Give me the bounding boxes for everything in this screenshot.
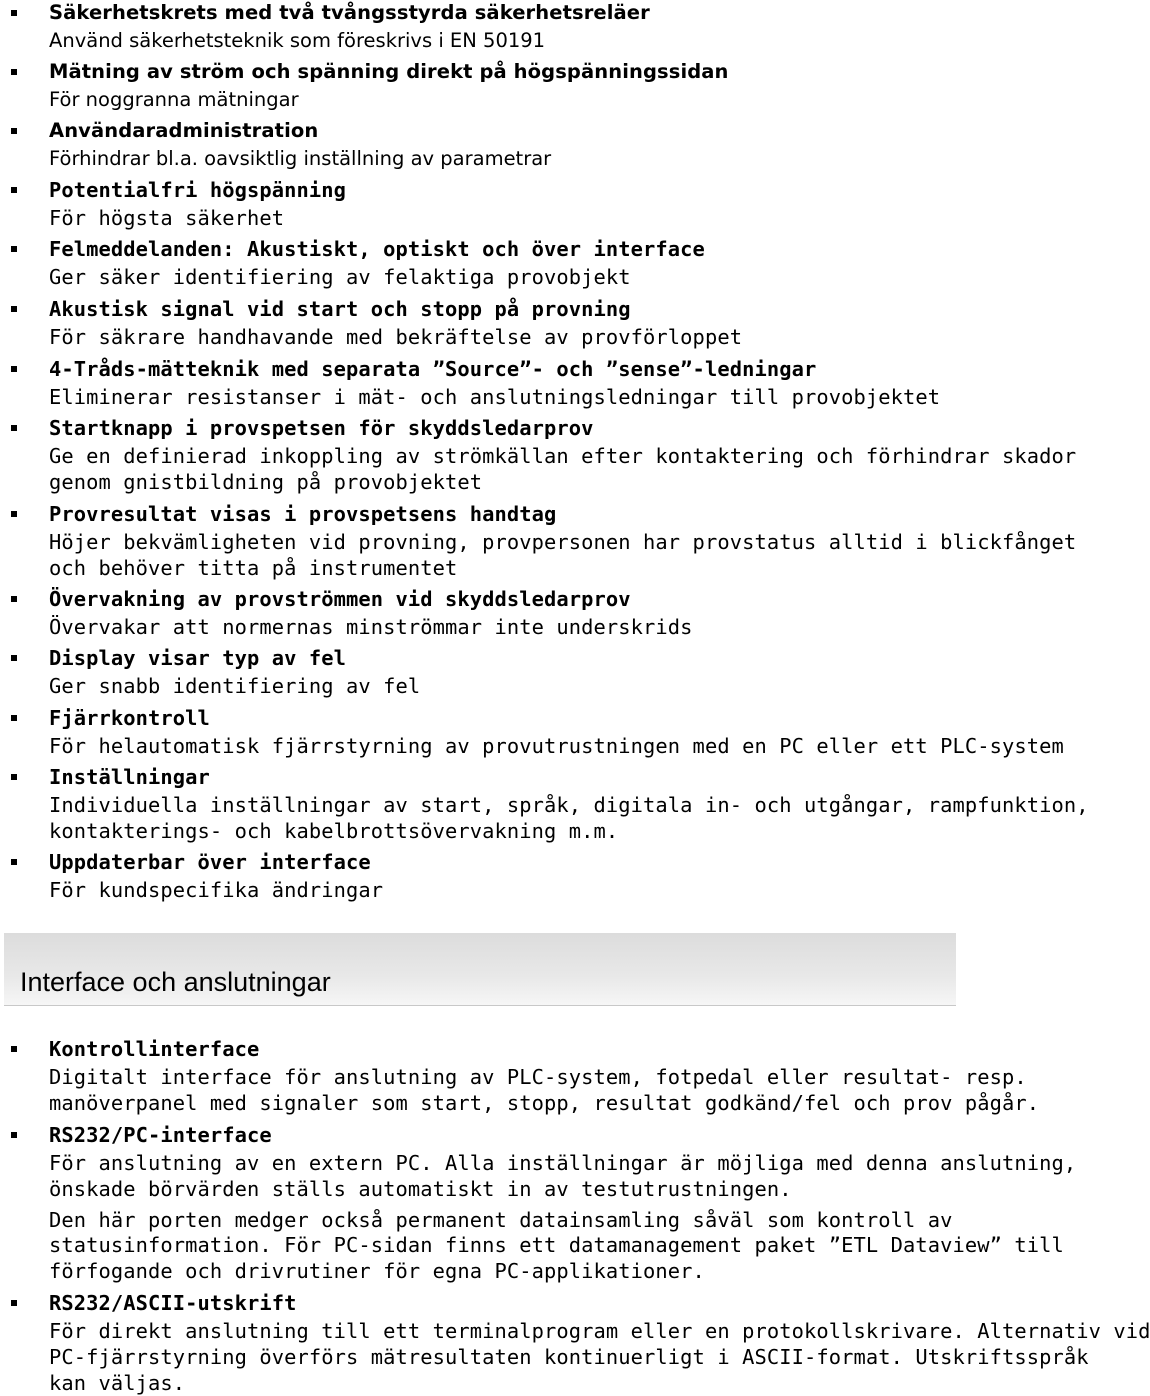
- interface-description-line: förfogande och drivrutiner för egna PC-applikationer.: [49, 1259, 705, 1283]
- square-bullet-icon: [11, 10, 17, 16]
- square-bullet-icon: [11, 1132, 17, 1138]
- feature-description-line: Övervakar att normernas minströmmar inte underskrids: [49, 615, 693, 639]
- feature-description-line: Eliminerar resistanser i mät- och anslutningsledningar till provobjektet: [49, 385, 941, 409]
- feature-description-line: kontakterings- och kabelbrottsövervakning m.m.: [49, 819, 619, 843]
- square-bullet-icon: [11, 859, 17, 865]
- section-divider: [4, 1005, 956, 1006]
- square-bullet-icon: [11, 1300, 17, 1306]
- feature-title: Provresultat visas i provspetsens handtag: [49, 502, 557, 526]
- square-bullet-icon: [11, 774, 17, 780]
- interface-title: RS232/PC-interface: [49, 1123, 272, 1147]
- square-bullet-icon: [11, 366, 17, 372]
- feature-description-line: Förhindrar bl.a. oavsiktlig inställning av parametrar: [49, 147, 552, 170]
- feature-description-line: Ge en definierad inkoppling av strömkällan efter kontaktering och förhindrar skador: [49, 444, 1077, 468]
- square-bullet-icon: [11, 1046, 17, 1052]
- interface-title: Kontrollinterface: [49, 1037, 260, 1061]
- square-bullet-icon: [11, 187, 17, 193]
- feature-title: 4-Tråds-mätteknik med separata ”Source”- och ”sense”-ledningar: [49, 357, 817, 381]
- feature-description-line: Använd säkerhetsteknik som föreskrivs i EN 50191: [49, 29, 546, 52]
- square-bullet-icon: [11, 511, 17, 517]
- square-bullet-icon: [11, 596, 17, 602]
- interface-description-line: statusinformation. För PC-sidan finns ett datamanagement paket ”ETL Dataview” till: [49, 1233, 1064, 1257]
- feature-title: Övervakning av provströmmen vid skyddsledarprov: [49, 587, 631, 611]
- interface-description-line: Den här porten medger också permanent datainsamling såväl som kontroll av: [49, 1208, 953, 1232]
- feature-title: Inställningar: [49, 765, 210, 789]
- feature-title: Startknapp i provspetsen för skyddsledarprov: [49, 416, 594, 440]
- square-bullet-icon: [11, 425, 17, 431]
- interface-description-line: PC-fjärrstyrning överförs mätresultaten kontinuerligt i ASCII-format. Utskriftsspråk: [49, 1345, 1089, 1369]
- feature-title: Säkerhetskrets med två tvångsstyrda säkerhetsreläer: [49, 1, 650, 24]
- feature-description-line: Höjer bekvämligheten vid provning, provpersonen har provstatus alltid i blickfånget: [49, 530, 1077, 554]
- feature-description-line: För säkrare handhavande med bekräftelse av provförloppet: [49, 325, 743, 349]
- feature-title: Användaradministration: [49, 119, 319, 142]
- interface-description-line: För direkt anslutning till ett terminalprogram eller en protokollskrivare. Alternativ vid: [49, 1319, 1150, 1343]
- interface-title: RS232/ASCII-utskrift: [49, 1291, 297, 1315]
- interface-description-line: Digitalt interface för anslutning av PLC-system, fotpedal eller resultat- resp.: [49, 1065, 1027, 1089]
- feature-description-line: Individuella inställningar av start, språk, digitala in- och utgångar, rampfunktion,: [49, 793, 1089, 817]
- feature-title: Fjärrkontroll: [49, 706, 210, 730]
- square-bullet-icon: [11, 128, 17, 134]
- feature-description-line: Ger säker identifiering av felaktiga provobjekt: [49, 265, 631, 289]
- feature-title: Akustisk signal vid start och stopp på provning: [49, 297, 631, 321]
- interface-description-line: manöverpanel med signaler som start, stopp, resultat godkänd/fel och prov pågår.: [49, 1091, 1040, 1115]
- feature-description-line: Ger snabb identifiering av fel: [49, 674, 421, 698]
- square-bullet-icon: [11, 715, 17, 721]
- feature-description-line: För högsta säkerhet: [49, 206, 285, 230]
- feature-description-line: För noggranna mätningar: [49, 88, 299, 111]
- feature-description-line: och behöver titta på instrumentet: [49, 556, 458, 580]
- feature-title: Uppdaterbar över interface: [49, 850, 371, 874]
- feature-title: Felmeddelanden: Akustiskt, optiskt och över interface: [49, 237, 705, 261]
- section-header: [4, 933, 956, 1005]
- feature-title: Potentialfri högspänning: [49, 178, 347, 202]
- section-title: Interface och anslutningar: [20, 967, 331, 997]
- feature-title: Display visar typ av fel: [49, 646, 347, 670]
- feature-description-line: genom gnistbildning på provobjektet: [49, 470, 483, 494]
- interface-description-line: För anslutning av en extern PC. Alla inställningar är möjliga med denna anslutning,: [49, 1151, 1077, 1175]
- square-bullet-icon: [11, 655, 17, 661]
- square-bullet-icon: [11, 246, 17, 252]
- interface-description-line: önskade börvärden ställs automatiskt in av testutrustningen.: [49, 1177, 792, 1201]
- feature-description-line: För kundspecifika ändringar: [49, 878, 384, 902]
- feature-title: Mätning av ström och spänning direkt på högspänningssidan: [49, 60, 729, 83]
- feature-description-line: För helautomatisk fjärrstyrning av provutrustningen med en PC eller ett PLC-system: [49, 734, 1064, 758]
- square-bullet-icon: [11, 306, 17, 312]
- square-bullet-icon: [11, 69, 17, 75]
- interface-description-line: kan väljas.: [49, 1371, 186, 1395]
